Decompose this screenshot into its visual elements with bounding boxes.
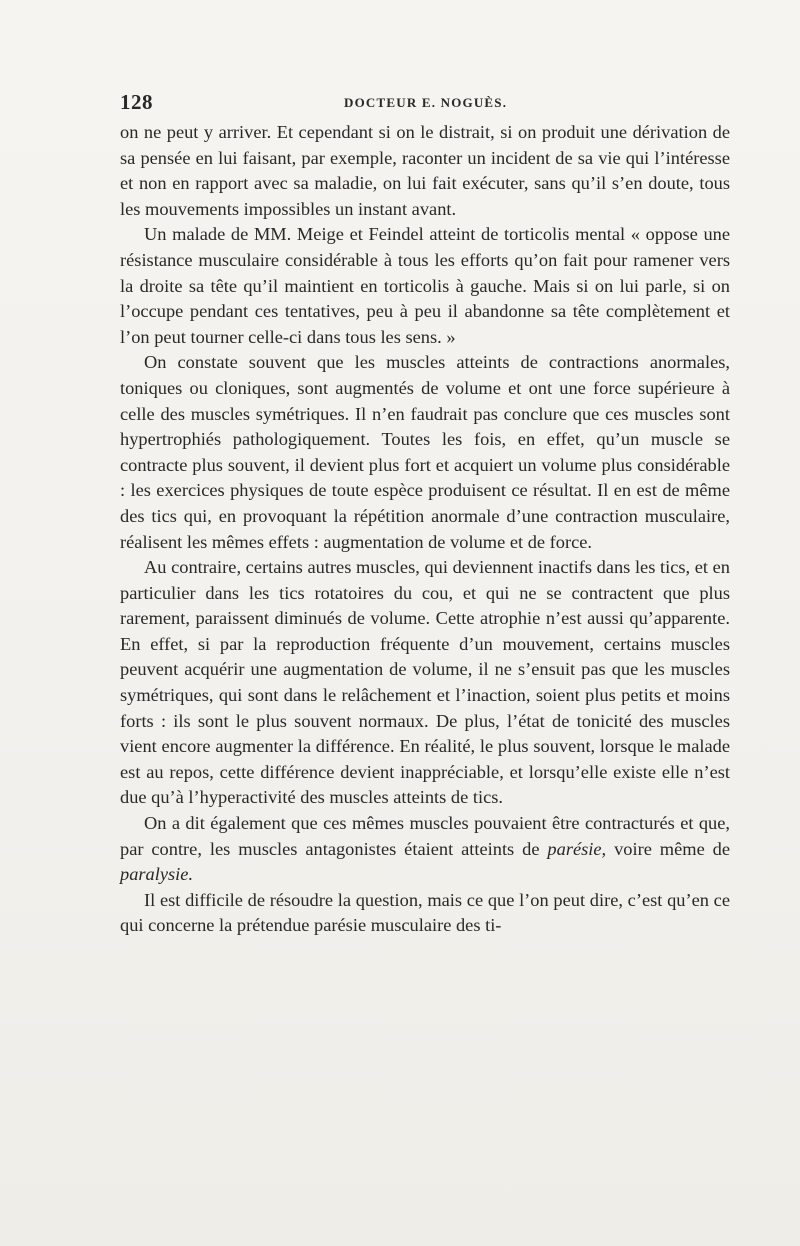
running-head: DOCTEUR E. NOGUÈS. — [344, 95, 508, 110]
page-header — [120, 90, 730, 114]
paragraph-5-mid: voire même de — [614, 838, 730, 859]
paragraph-5-start: On a dit également que ces mêmes muscles pouvaient être contracturés et que, par contre, les muscles antagonistes étaient atteints de — [120, 813, 730, 859]
page-number: 128 — [120, 90, 153, 114]
paragraph-6: Il est difficile de résoudre la question, mais ce que l’on peut dire, c’est qu’en ce qui concerne la prétendue parésie musculaire des ti- — [120, 889, 730, 936]
paragraph-3: On constate souvent que les muscles atteints de contractions anormales, toniques ou cloniques, sont augmentés de volume et ont une force supérieure à celle des muscles symétriques. Il n’en faudrait pas conclure que ces muscles sont hypertrophiés pathologiquement. Toutes les fois, en effet, qu’un muscle se contracte plus souvent, il devient plus fort et acquiert un volume plus considérable : les exercices physiques de toute espèce produisent ce résultat. Il en est de même des tics qui, en provoquant la répétition anormale d’une contraction musculaire, réalisent les mêmes effets : augmentation de volume et de force. — [120, 352, 730, 552]
paragraph-2: Un malade de MM. Meige et Feindel atteint de torticolis mental « oppose une résistance musculaire considérable à tous les efforts qu’on fait pour ramener vers la droite sa tête qu’il maintient en torticolis à gauche. Mais si on lui parle, si on l’occupe pendant ces tentatives, peu à peu il abandonne sa tête complètement et l’on peut tourner celle-ci dans tous les sens. » — [120, 224, 730, 347]
italic-term-paralysie: paralysie. — [120, 864, 194, 885]
body-text — [120, 120, 730, 939]
paragraph-4: Au contraire, certains autres muscles, qui deviennent inactifs dans les tics, et en particulier dans les tics rotatoires du cou, et qui ne se contractent que plus rarement, paraissent diminués de volume. Cette atrophie n’est aussi qu’apparente. En effet, si par la reproduction fréquente d’un mouvement, certains muscles peuvent acquérir une augmentation de volume, il ne s’ensuit pas que les muscles symétriques, qui sont dans le relâchement et l’inaction, soient plus petits et moins forts : ils sont le plus souvent normaux. De plus, l’état de tonicité des muscles vient encore augmenter la différence. En réalité, le plus souvent, lorsque le malade est au repos, cette différence devient inappréciable, et lorsqu’elle existe elle n’est due qu’à l’hyperactivité des muscles atteints de tics. — [120, 557, 730, 808]
italic-term-paresie: parésie, — [547, 838, 607, 859]
paragraph-1: on ne peut y arriver. Et cependant si on le distrait, si on produit une dérivation de sa pensée en lui faisant, par exemple, raconter un incident de sa vie qui l’intéresse et non en rapport avec sa maladie, on lui fait exécuter, sans qu’il s’en doute, tous les mouvements impossibles un instant avant. — [120, 122, 730, 219]
paragraph-5 — [120, 811, 730, 888]
